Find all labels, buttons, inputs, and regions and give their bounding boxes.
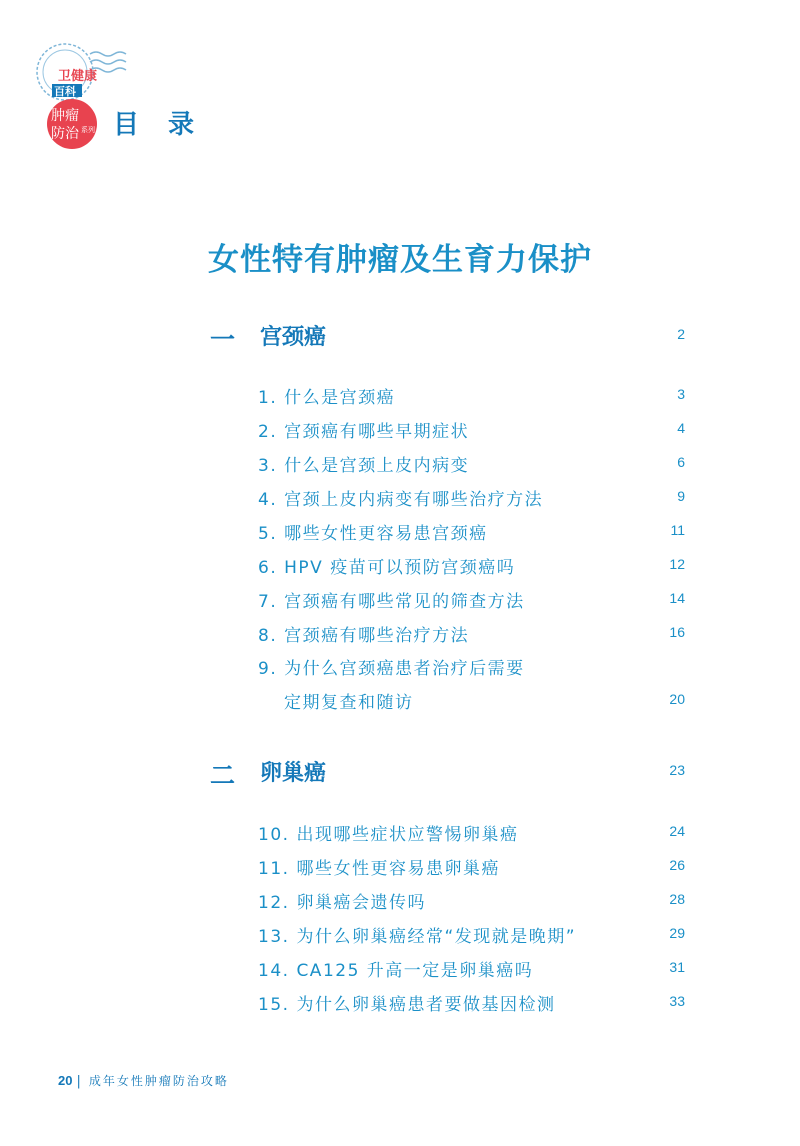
toc-entry-10[interactable]: [258, 820, 685, 846]
chapter-heading-2[interactable]: [210, 756, 685, 790]
footer-separator: |: [76, 1074, 81, 1089]
chapter-page-number: 2: [677, 326, 685, 342]
entry-title: 4. 宫颈上皮内病变有哪些治疗方法: [258, 490, 544, 510]
entry-title: 3. 什么是宫颈上皮内病变: [258, 456, 470, 476]
chapter-page-number: 23: [669, 762, 685, 778]
entry-title: 8. 宫颈癌有哪些治疗方法: [258, 626, 470, 646]
entry-title: 9. 为什么宫颈癌患者治疗后需要: [258, 659, 525, 679]
chapter-number: 一: [210, 325, 236, 354]
toc-entry-9[interactable]: [258, 654, 685, 714]
toc-entry-13[interactable]: [258, 922, 685, 948]
toc-entry-12[interactable]: [258, 888, 685, 914]
entry-title: 14. CA125 升高一定是卵巢癌吗: [258, 961, 534, 981]
entry-page-number: 6: [677, 454, 685, 470]
footer-page-number: 20: [58, 1073, 73, 1088]
toc-entry-2[interactable]: [258, 417, 685, 443]
entry-title: 10. 出现哪些症状应警惕卵巢癌: [258, 825, 519, 845]
entry-page-number: 26: [669, 857, 685, 873]
book-title: 女性特有肿瘤及生育力保护: [208, 242, 592, 278]
toc-entry-11[interactable]: [258, 854, 685, 880]
series-main-line2: 防治: [51, 126, 79, 142]
entry-page-number: 3: [677, 386, 685, 402]
entry-page-number: 9: [677, 488, 685, 504]
footer-book-name: 成年女性肿瘤防治攻略: [88, 1074, 229, 1088]
toc-entry-6[interactable]: [258, 553, 685, 579]
toc-entry-5[interactable]: [258, 519, 685, 545]
entry-title: 12. 卵巢癌会遗传吗: [258, 893, 426, 913]
toc-entry-3[interactable]: [258, 451, 685, 477]
toc-entry-1[interactable]: [258, 383, 685, 409]
entry-title: 11. 哪些女性更容易患卵巢癌: [258, 859, 500, 879]
series-tag-text: 系列: [81, 126, 95, 134]
entry-title: 13. 为什么卵巢癌经常“发现就是晚期”: [258, 927, 577, 947]
entry-page-number: 4: [677, 420, 685, 436]
entry-page-number: 16: [669, 624, 685, 640]
page-footer: [58, 1072, 229, 1089]
entry-page-number: 24: [669, 823, 685, 839]
entry-title: 1. 什么是宫颈癌: [258, 388, 396, 408]
toc-entry-7[interactable]: [258, 587, 685, 613]
entry-page-number: 12: [669, 556, 685, 572]
series-main-line1: 肿瘤: [51, 108, 79, 124]
entry-page-number: 14: [669, 590, 685, 606]
entry-page-number: 11: [670, 522, 685, 538]
chapter-title: 卵巢癌: [260, 761, 327, 786]
entry-page-number: 31: [669, 959, 685, 975]
chapter-title: 宫颈癌: [260, 325, 327, 350]
entry-page-number: 33: [669, 993, 685, 1009]
chapter-heading-1[interactable]: [210, 320, 685, 354]
toc-entry-4[interactable]: [258, 485, 685, 511]
toc-entry-8[interactable]: [258, 621, 685, 647]
entry-page-number: 20: [669, 691, 685, 707]
entry-title: 2. 宫颈癌有哪些早期症状: [258, 422, 470, 442]
toc-entry-14[interactable]: [258, 956, 685, 982]
entry-page-number: 29: [669, 925, 685, 941]
entry-title: 15. 为什么卵巢癌患者要做基因检测: [258, 995, 556, 1015]
entry-title-continued: 定期复查和随访: [284, 693, 414, 713]
series-top-text: 百科: [54, 85, 76, 98]
entry-title: 5. 哪些女性更容易患宫颈癌: [258, 524, 488, 544]
entry-page-number: 28: [669, 891, 685, 907]
page-heading: 目 录: [113, 110, 205, 140]
entry-title: 7. 宫颈癌有哪些常见的筛查方法: [258, 592, 525, 612]
entry-title: 6. HPV 疫苗可以预防宫颈癌吗: [258, 558, 516, 578]
chapter-number: 二: [210, 761, 236, 790]
stamp-text: 卫健康: [58, 69, 98, 84]
toc-entry-15[interactable]: [258, 990, 685, 1016]
